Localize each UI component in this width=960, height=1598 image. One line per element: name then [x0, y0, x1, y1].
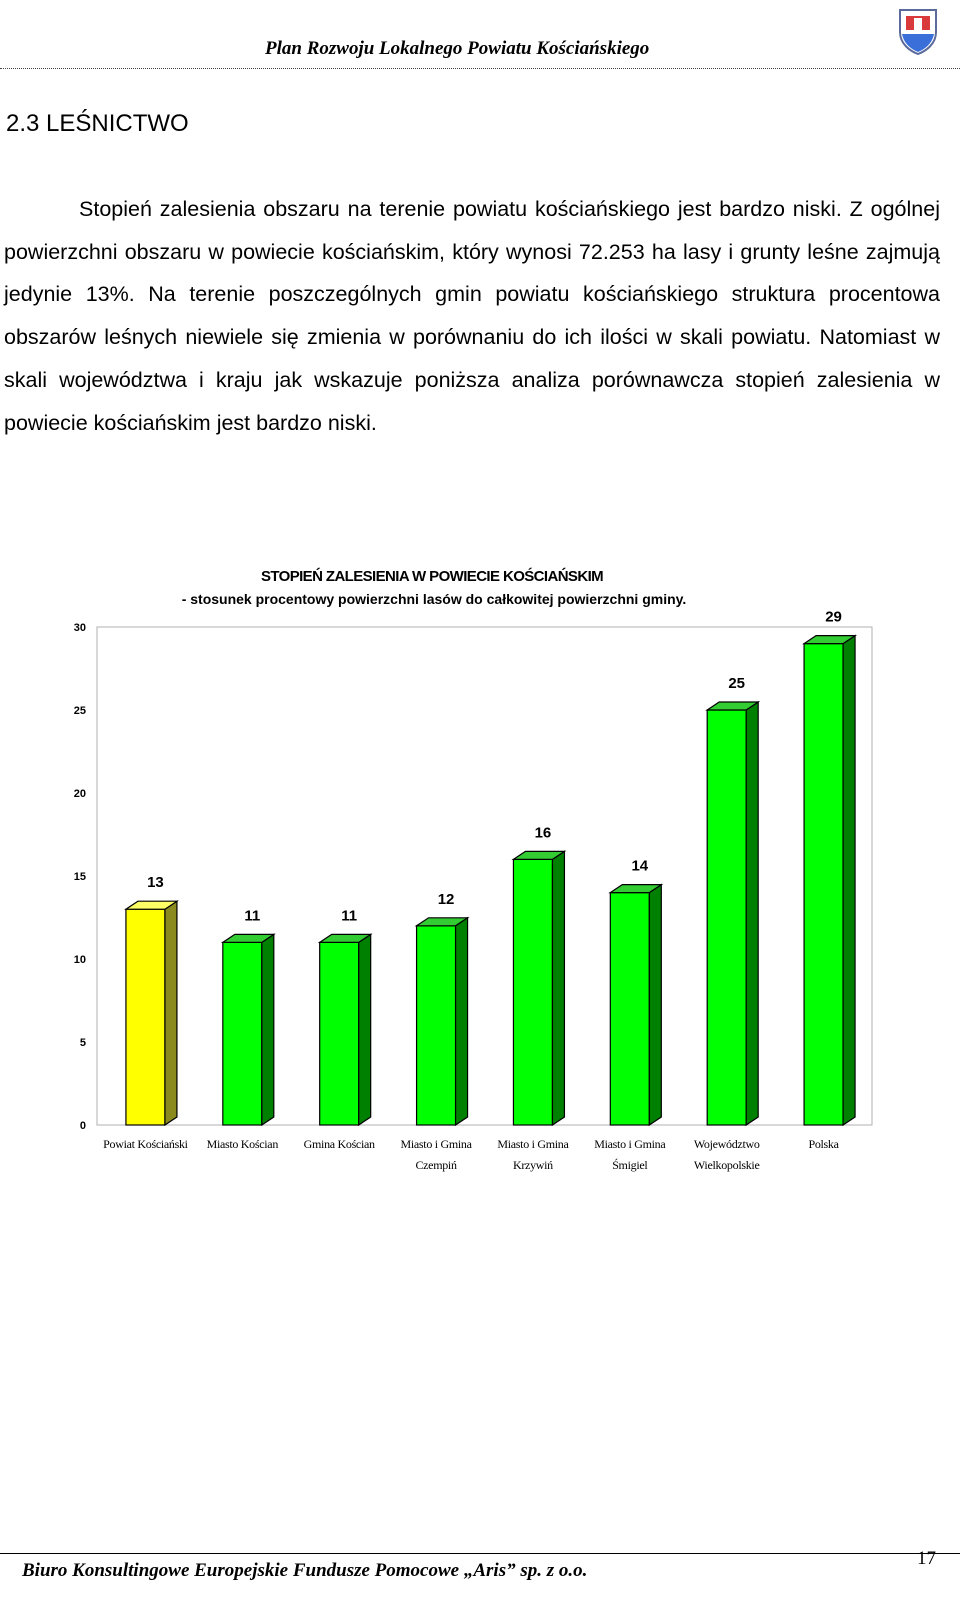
y-tick-label: 15: [73, 871, 86, 883]
x-category-label: Powiat Kościański: [103, 1137, 188, 1151]
bar: [804, 644, 843, 1125]
bar: [417, 926, 456, 1125]
x-category-label: Śmigiel: [612, 1158, 648, 1172]
bar: [126, 909, 165, 1125]
section-heading: 2.3 LEŚNICTWO: [6, 110, 189, 137]
x-category-label: Wielkopolskie: [693, 1158, 760, 1172]
chart-title: STOPIEŃ ZALESIENIA W POWIECIE KOŚCIAŃSKIM: [260, 568, 604, 585]
bar-value-label: 11: [244, 907, 261, 925]
bar: [513, 859, 552, 1125]
bar-value-label: 12: [437, 890, 455, 908]
x-category-label: Czempiń: [415, 1158, 457, 1172]
y-tick-label: 30: [73, 622, 86, 634]
bar-value-label: 13: [147, 874, 164, 892]
bar-side: [262, 934, 274, 1125]
bar-side: [746, 702, 758, 1125]
bar: [223, 942, 262, 1125]
bar: [320, 942, 359, 1125]
y-tick-label: 20: [73, 788, 86, 800]
coat-of-arms-icon: [892, 4, 944, 56]
bar: [610, 893, 649, 1125]
bar-value-label: 29: [825, 608, 842, 626]
y-tick-label: 0: [79, 1120, 86, 1132]
bar-value-label: 14: [631, 857, 649, 875]
y-tick-label: 5: [79, 1037, 86, 1049]
bar-side: [649, 885, 661, 1125]
document-header-title: Plan Rozwoju Lokalnego Powiatu Kościańskiego: [265, 38, 650, 59]
bar-side: [843, 636, 855, 1125]
footer-company-name: Biuro Konsultingowe Europejskie Fundusze Pomocowe „Aris” sp. z o.o.: [22, 1560, 588, 1581]
x-category-label: Miasto i Gmina: [497, 1137, 569, 1151]
bar-value-label: 11: [341, 907, 358, 925]
x-category-label: Miasto Kościan: [206, 1137, 279, 1151]
bar-side: [359, 934, 371, 1125]
x-category-label: Krzywiń: [512, 1158, 553, 1172]
footer-divider: [0, 1553, 960, 1554]
page-number: 17: [917, 1548, 936, 1569]
y-tick-label: 25: [73, 705, 86, 717]
chart-subtitle: - stosunek procentowy powierzchni lasów do całkowitej powierzchni gminy.: [181, 591, 687, 607]
bar-side: [165, 901, 177, 1125]
bar-side: [552, 851, 564, 1125]
bar-value-label: 25: [728, 675, 746, 692]
bar: [707, 710, 746, 1125]
y-tick-label: 10: [73, 954, 86, 966]
forest-cover-bar-chart: [0, 545, 960, 1195]
x-category-label: Miasto i Gmina: [400, 1137, 472, 1151]
body-paragraph: Stopień zalesienia obszaru na terenie powiatu kościańskiego jest bardzo niski. Z ogólnej powierzchni obszaru w powiecie kościańskim, który wynosi 72.253 ha lasy i grunty leśne zajmują jedynie 13%. Na terenie poszczególnych gmin powiatu kościańskiego struktura procentowa obszarów leśnych niewiele się zmienia w porównaniu do ich ilości w skali powiatu. Natomiast w skali województwa i kraju jak wskazuje poniższa analiza porównawcza stopień zalesienia w powiecie kościańskim jest bardzo niski.: [4, 197, 940, 435]
x-category-label: Gmina Kościan: [303, 1137, 375, 1151]
x-category-label: Polska: [808, 1137, 839, 1151]
header-divider: [0, 68, 960, 69]
x-category-label: Miasto i Gmina: [594, 1137, 666, 1151]
bar-value-label: 16: [534, 824, 552, 842]
bar-side: [456, 918, 468, 1125]
x-category-label: Województwo: [693, 1137, 760, 1151]
